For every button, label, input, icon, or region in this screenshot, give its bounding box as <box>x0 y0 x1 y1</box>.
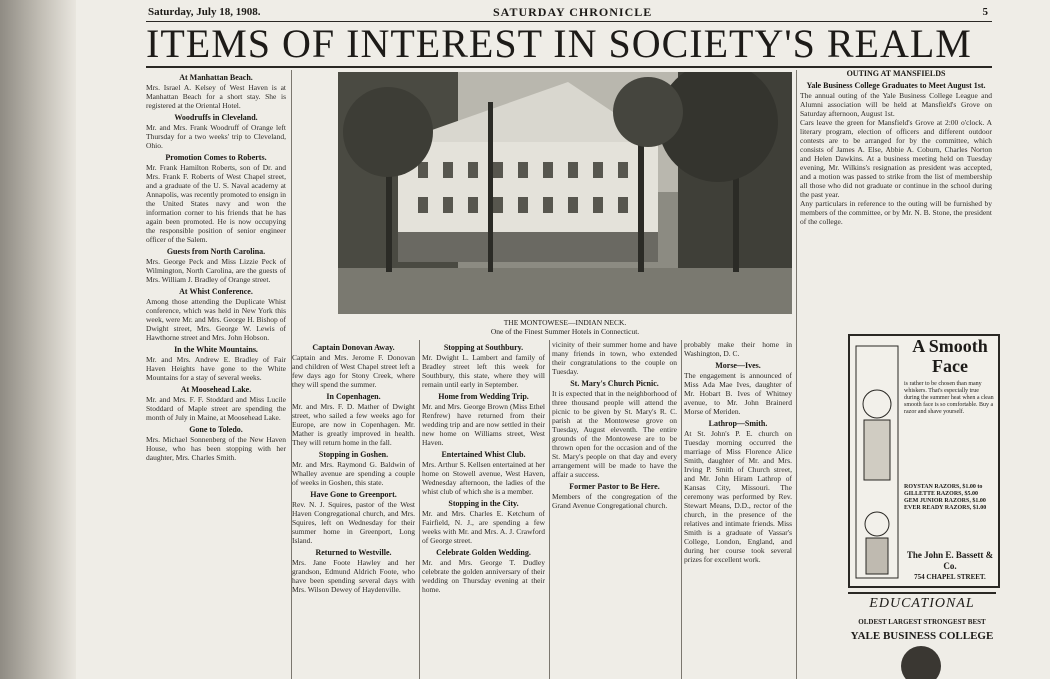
column-rule <box>549 340 550 679</box>
article-body: Mr. and Mrs. Andrew E. Bradley of Fair Haven Heights have gone to the White Mountains for a stay of several weeks. <box>146 355 286 382</box>
article-body: The engagement is announced of Miss Ada Mae Ives, daughter of Mr. Hobart B. Ives of Whitney avenue, to Mr. John Brainerd Morse of Meriden. <box>684 371 792 416</box>
article-heading: Home from Wedding Trip. <box>438 392 529 401</box>
article-heading: In the White Mountains. <box>174 345 258 354</box>
article-heading: Celebrate Golden Wedding. <box>436 548 531 557</box>
column-5 <box>684 340 792 679</box>
ad-price-list <box>904 484 994 512</box>
article-heading: Have Gone to Greenport. <box>310 490 397 499</box>
edu-title: EDUCATIONAL <box>869 596 975 611</box>
column-2 <box>292 340 415 679</box>
article-body: It is expected that in the neighborhood of three thousand people will attend the picnic to be given by St. Mary's R. C. parish at the Montowese grove on Tuesday, August eleventh. The entire grounds of the Montowese are to be thrown open for the occasion and of the St. Mary's people on that day and every arrangement will be made to have the affair a success. <box>552 389 677 479</box>
ad-brand-name: The John E. Bassett & Co. <box>906 550 994 571</box>
article-body: The annual outing of the Yale Business College League and Alumni association will be held at Mansfield's Grove on Saturday afternoon, August 1st. <box>800 91 992 118</box>
article-heading: Captain Donovan Away. <box>312 343 395 352</box>
caption-title: THE MONTOWESE—INDIAN NECK. <box>503 318 627 327</box>
article-body: Mr. and Mrs. F. F. Stoddard and Miss Lucile Stoddard of Maple street are spending the month of July in Maine, at Moosehead Lake. <box>146 395 286 422</box>
hotel-photo-illustration <box>338 72 792 314</box>
article-heading: At Whist Conference. <box>179 287 253 296</box>
article-heading: At Manhattan Beach. <box>179 73 253 82</box>
article-body: Mr. and Mrs. Charles E. Ketchum of Fairfield, N. J., are spending a few weeks with Mr. and Mrs. A. J. Crawford of George street. <box>422 509 545 545</box>
article-heading: Guests from North Carolina. <box>166 247 266 256</box>
article-body: Captain and Mrs. Jerome F. Donovan and children of West Chapel street left a few days ago for Stony Creek, where they will spend the summer. <box>292 353 415 389</box>
article-body: Members of the congregation of the Grand Avenue Congregational church. <box>552 492 677 510</box>
ad-brand <box>904 550 996 583</box>
caption-subtitle: One of the Finest Summer Hotels in Connecticut. <box>490 327 640 336</box>
educational-advertisement <box>848 592 996 679</box>
article-heading: Stopping in Goshen. <box>318 450 389 459</box>
ad-address: 754 CHAPEL STREET. <box>914 573 986 581</box>
page-number: 5 <box>982 6 988 18</box>
article-heading: Stopping at Southbury. <box>443 343 524 352</box>
article-body: Among those attending the Duplicate Whist conference, which was held in New York this week, were Mr. and Mrs. George H. Bishop of Dwight street, Mrs. George W. Lewis of Hawthorne street and Mrs. John Hobson. <box>146 297 286 342</box>
masthead-title: SATURDAY CHRONICLE <box>493 5 653 19</box>
hotel-photograph <box>338 72 792 314</box>
article-heading: Promotion Comes to Roberts. <box>165 153 267 162</box>
razor-advertisement <box>848 334 1000 588</box>
ad-price: GILLETTE RAZORS, $5.00 <box>904 491 979 497</box>
article-body: Mr. Frank Hamilton Roberts, son of Dr. and Mrs. Frank F. Roberts of West Chapel street, and a graduate of the U. S. Naval academy at Annapolis, was recently promoted to ensign in the United States navy and won the information corner to his friends that he has again been promoted. He is now occupying the responsible position of senior engineer officer of the Salem. <box>146 163 286 244</box>
edu-subtitle: OLDEST LARGEST STRONGEST BEST <box>858 618 986 626</box>
ad-body: is rather to be chosen than many whiskers. That's especially true during the summer heat when a clean smooth face is so comfortable. Buy a razor and shave yourself. <box>904 381 994 415</box>
masthead <box>148 6 988 20</box>
ad-price: GEM JUNIOR RAZORS, $1.00 <box>904 498 986 504</box>
book-gutter <box>0 0 76 679</box>
article-body: vicinity of their summer home and have many friends in town, who extended their congratulations to the couple on Tuesday. <box>552 340 677 376</box>
ad-price: ROYSTAN RAZORS, $1.00 to <box>904 484 983 490</box>
edu-college-name: YALE BUSINESS COLLEGE <box>850 630 994 642</box>
article-body: Mr. Dwight L. Lambert and family of Bradley street left this week for Southbury, this state, where they will remain until early in September. <box>422 353 545 389</box>
article-body: Mr. and Mrs. Frank Woodruff of Orange left Thursday for a two weeks' trip to Cleveland, Ohio. <box>146 123 286 150</box>
article-heading: Morse—Ives. <box>715 361 761 370</box>
article-heading: Lathrop—Smith. <box>708 419 768 428</box>
edu-portrait <box>901 646 941 679</box>
article-heading: Returned to Westville. <box>315 548 392 557</box>
article-body: Mrs. George Peck and Miss Lizzie Peck of Wilmington, North Carolina, are the guests of Mrs. William J. Bradley of Orange street. <box>146 257 286 284</box>
column-rule <box>419 340 420 679</box>
ad-title: A Smooth Face <box>912 336 988 376</box>
article-body: Mr. and Mrs. F. D. Mather of Dwight street, who sailed a few weeks ago for Europe, are now in Copenhagen. Mr. Mather is greatly improved in health. They will return home in the fall. <box>292 402 415 447</box>
column-3 <box>422 340 545 679</box>
article-body: Any particulars in reference to the outing will be furnished by members of the committee, or by Mr. N. B. Stone, the president of the college. <box>800 199 992 226</box>
column-4 <box>552 340 677 679</box>
article-heading: Gone to Toledo. <box>189 425 243 434</box>
article-heading: At Moosehead Lake. <box>180 385 252 394</box>
article-body: Mrs. Israel A. Kelsey of West Haven is at Manhattan Beach for a short stay. She is registered at the Oriental Hotel. <box>146 83 286 110</box>
article-heading: Former Pastor to Be Here. <box>569 482 660 491</box>
article-heading: Stopping in the City. <box>448 499 519 508</box>
article-body: Mr. and Mrs. Raymond G. Baldwin of Whalley avenue are spending a couple of weeks in Goshen, this state. <box>292 460 415 487</box>
masthead-date: Saturday, July 18, 1908. <box>148 6 261 18</box>
article-body: Rev. N. J. Squires, pastor of the West Haven Congregational church, and Mrs. Squires, left on Wednesday for their summer home in Greenport, Long Island. <box>292 500 415 545</box>
ad-price: EVER READY RAZORS, $1.00 <box>904 505 987 511</box>
column-rule <box>681 340 682 679</box>
article-heading: Woodruffs in Cleveland. <box>174 113 258 122</box>
article-heading: In Copenhagen. <box>326 392 381 401</box>
column-rule <box>796 70 797 679</box>
article-heading: St. Mary's Church Picnic. <box>570 379 659 388</box>
article-body: Mrs. Jane Foote Hawley and her grandson, Edmund Aldrich Foote, who have been spending several days with Mrs. Wilson Dewey of Haydenville. <box>292 558 415 594</box>
article-body: Mrs. Arthur S. Kellsen entertained at her home on Stowell avenue, West Haven, Wednesday afternoon, the ladies of the whist club of which she is a member. <box>422 460 545 496</box>
article-body: Mr. and Mrs. George T. Dudley celebrate the golden anniversary of their wedding on Thursday evening at their home. <box>422 558 545 594</box>
photo-caption <box>338 318 792 336</box>
page-headline: ITEMS OF INTEREST IN SOCIETY'S REALM <box>146 22 972 66</box>
column-6 <box>800 66 992 328</box>
article-heading: Entertained Whist Club. <box>441 450 526 459</box>
article-body: probably make their home in Washington, D. C. <box>684 340 792 358</box>
shaving-man-illustration <box>854 344 900 580</box>
article-heading: Yale Business College Graduates to Meet August 1st. <box>806 81 986 90</box>
article-heading: OUTING AT MANSFIELDS <box>846 69 946 78</box>
article-body: Mr. and Mrs. George Brown (Miss Ethel Renfrew) have returned from their wedding trip and are now settled in their new home on Williams street, West Haven. <box>422 402 545 447</box>
article-body: Cars leave the green for Mansfield's Grove at 2:00 o'clock. A literary program, election of officers and different outdoor contests are to be arranged for by the committee, which consists of James A. Else, Abbie A. Coburn, Charles Norton and Helen Dawkins. At a business meeting held on Tuesday evening, Mr. Wilkins's resignation as president was accepted, and a motion was passed to strike from the list of membership all those who did not graduate or continue in the school during the past year. <box>800 118 992 199</box>
column-1 <box>146 70 286 679</box>
article-body: At St. John's P. E. church on Tuesday morning occurred the marriage of Miss Florence Alice Smith, daughter of Mr. and Mrs. Irving P. Smith of Church street, and Mr. John Hiram Lathrop of Kansas City, Missouri. The ceremony was performed by Rev. Stewart Means, D.D., rector of the church, in the presence of the relatives and intimate friends. Miss Smith is a graduate of Vassar's College, London, England, and during her course took several prizes for excellent work. <box>684 429 792 564</box>
article-body: Mrs. Michael Sonnenberg of the New Haven House, who has been stopping with her daughter, Mrs. Charles Smith. <box>146 435 286 462</box>
